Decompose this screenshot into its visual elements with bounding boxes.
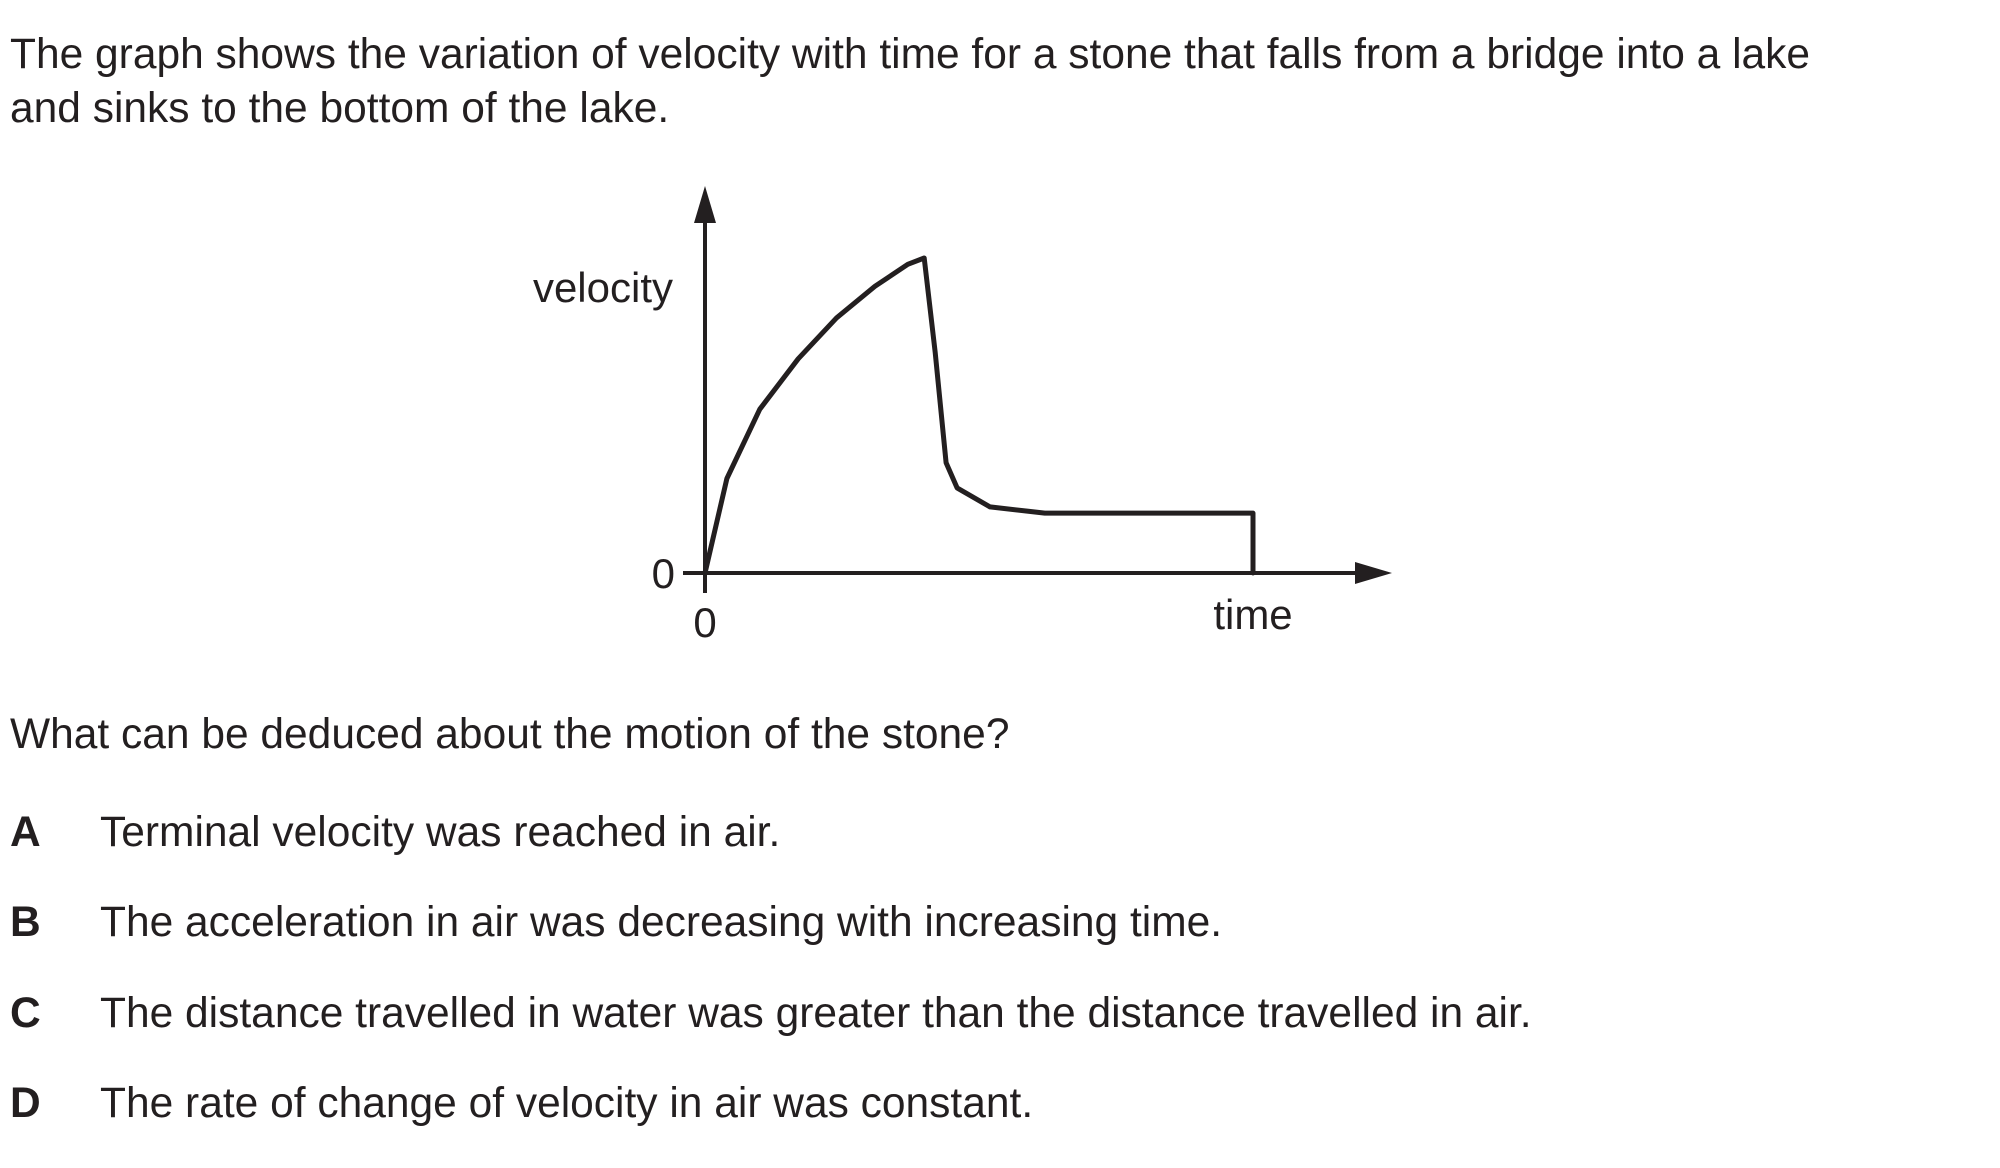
- y-axis-arrowhead: [694, 186, 716, 223]
- x-axis-label: time: [1213, 591, 1293, 638]
- option-b-letter: B: [10, 899, 41, 946]
- x-origin-label: 0: [693, 599, 717, 646]
- y-origin-label: 0: [651, 550, 675, 597]
- option-c-letter: C: [10, 990, 41, 1037]
- option-d-letter: D: [10, 1080, 41, 1127]
- option-a-text: Terminal velocity was reached in air.: [100, 809, 781, 856]
- question-stem-line-2: and sinks to the bottom of the lake.: [10, 85, 670, 132]
- option-c-text: The distance travelled in water was greater than the distance travelled in air.: [100, 990, 1532, 1037]
- question-stem-line-1: The graph shows the variation of velocity with time for a stone that falls from a bridge into a lake: [10, 31, 1811, 78]
- option-b-text: The acceleration in air was decreasing with increasing time.: [100, 899, 1223, 946]
- x-axis-arrowhead: [1355, 562, 1392, 584]
- graph-axes: [683, 186, 1392, 593]
- option-d-text: The rate of change of velocity in air was constant.: [100, 1080, 1034, 1127]
- question-prompt: What can be deduced about the motion of the stone?: [10, 711, 1010, 758]
- y-axis-label: velocity: [532, 264, 673, 311]
- option-a-letter: A: [10, 809, 41, 856]
- velocity-curve: [705, 258, 1253, 573]
